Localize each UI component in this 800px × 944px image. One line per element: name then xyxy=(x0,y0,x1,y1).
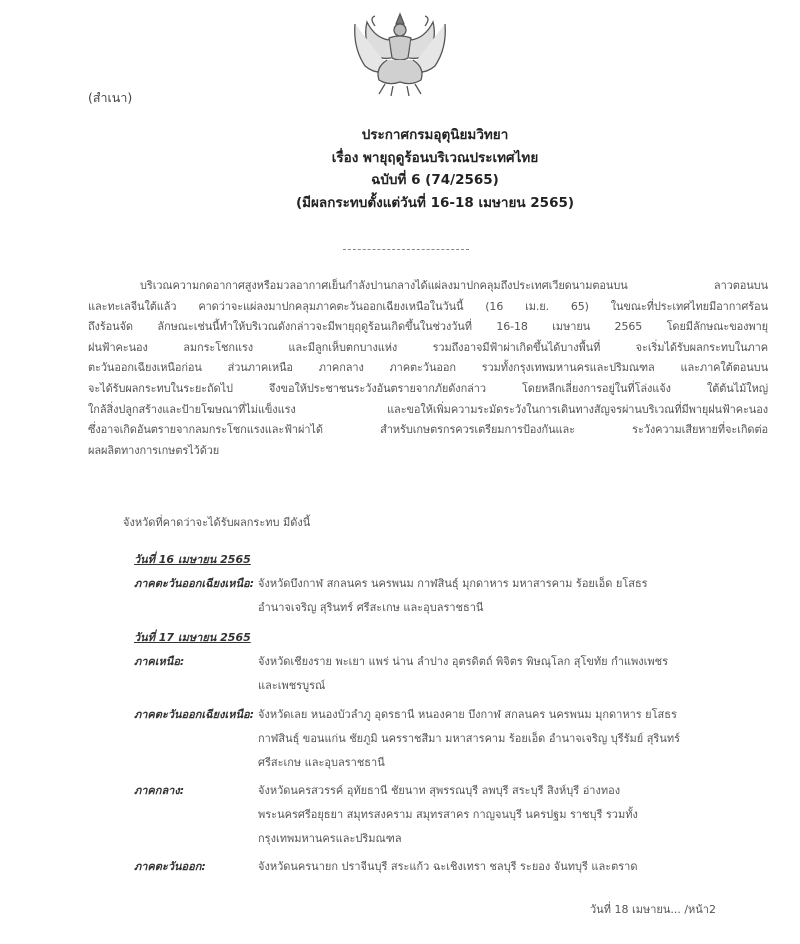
body-line: จะได้รับผลกระทบในระยะถัดไป จึงขอให้ประชาชนระวังอันตรายจากภัยดังกล่าว โดยหลีกเลี่ยงการอยู่ในที่โล่งแจ้ง ใต้ต้นไม้ใหญ่ xyxy=(88,381,768,395)
region-name: ภาคเหนือ: xyxy=(134,655,185,668)
body-line: บริเวณความกดอากาศสูงหรือมวลอากาศเย็นกำลังปานกลางได้แผ่ลงมาปกคลุมถึงประเทศเวียดนามตอนบน ลาวตอนบน xyxy=(140,279,768,292)
body-line: ฝนฟ้าคะนอง ลมกระโชกแรง และมีลูกเห็บตกบางแห่ง รวมถึงอาจมีฟ้าผ่าเกิดขึ้นได้บางพื้นที่ จะเริ่มได้รับผลกระทบในภาค xyxy=(88,340,768,354)
region-row xyxy=(134,855,764,879)
provinces-line: และเพชรบูรณ์ xyxy=(258,679,326,692)
region-row xyxy=(134,779,764,851)
effective-period: (มีผลกระทบตั้งแต่วันที่ 16-18 เมษายน 2565) xyxy=(295,194,575,211)
body-line: ซึ่งอาจเกิดอันตรายจากลมกระโชกแรงและฟ้าผ่าได้ สำหรับเกษตรกรควรเตรียมการป้องกันและ ระวังความเสียหายที่จะเกิดต่อ xyxy=(88,423,768,437)
region-name: ภาคตะวันออกเฉียงเหนือ: xyxy=(134,577,255,590)
agency-title: ประกาศกรมอุตุนิยมวิทยา xyxy=(361,127,509,143)
provinces-line: อำนาจเจริญ สุรินทร์ ศรีสะเกษ และอุบลราชธานี xyxy=(258,601,484,614)
region-provinces xyxy=(258,779,764,851)
region-row xyxy=(134,703,764,775)
date-heading-16: วันที่ 16 เมษายน 2565 xyxy=(134,553,251,566)
region-name: ภาคตะวันออกเฉียงเหนือ: xyxy=(134,708,255,721)
copy-label: (สำเนา) xyxy=(88,90,133,105)
continuation-note: วันที่ 18 เมษายน... /หน้า2 xyxy=(590,903,716,916)
affected-provinces-intro: จังหวัดที่คาดว่าจะได้รับผลกระทบ มีดังนี้ xyxy=(123,516,311,529)
issue-number: ฉบับที่ 6 (74/2565) xyxy=(371,172,499,188)
body-line: และทะเลจีนใต้แล้ว คาดว่าจะแผ่ลงมาปกคลุมภาคตะวันออกเฉียงเหนือในวันนี้ (16 เม.ย. 65) ในขณะที่ประเทศไทยมีอากาศร้อน xyxy=(88,299,768,313)
garuda-emblem-icon xyxy=(345,8,455,100)
provinces-line: กาฬสินธุ์ ขอนแก่น ชัยภูมิ นครราชสีมา มหาสารคาม ร้อยเอ็ด อำนาจเจริญ บุรีรัมย์ สุรินทร์ xyxy=(258,732,681,745)
region-provinces xyxy=(258,650,764,698)
provinces-line: จังหวัดบึงกาฬ สกลนคร นครพนม กาฬสินธุ์ มุกดาหาร มหาสารคาม ร้อยเอ็ด ยโสธร xyxy=(258,577,648,590)
provinces-line: กรุงเทพมหานครและปริมณฑล xyxy=(258,832,402,845)
body-line: ผลผลิตทางการเกษตรไว้ด้วย xyxy=(88,443,220,457)
region-provinces xyxy=(258,855,764,879)
body-paragraph xyxy=(88,276,768,461)
region-provinces xyxy=(258,703,764,775)
provinces-line: จังหวัดนครนายก ปราจีนบุรี สระแก้ว ฉะเชิงเทรา ชลบุรี ระยอง จันทบุรี และตราด xyxy=(258,860,638,873)
announcement-heading xyxy=(0,124,800,214)
date-heading-17: วันที่ 17 เมษายน 2565 xyxy=(134,631,251,644)
body-line: ถึงร้อนจัด ลักษณะเช่นนี้ทำให้บริเวณดังกล่าวจะมีพายุฤดูร้อนเกิดขึ้นในช่วงวันที่ 16-18 เมษายน 2565 โดยมีลักษณะของพายุ xyxy=(88,320,768,334)
provinces-line: จังหวัดนครสวรรค์ อุทัยธานี ชัยนาท สุพรรณบุรี ลพบุรี สระบุรี สิงห์บุรี อ่างทอง xyxy=(258,784,621,797)
provinces-line: จังหวัดเชียงราย พะเยา แพร่ น่าน ลำปาง อุตรดิตถ์ พิจิตร พิษณุโลก สุโขทัย กำแพงเพชร xyxy=(258,655,669,668)
provinces-line: ศรีสะเกษ และอุบลราชธานี xyxy=(258,756,385,769)
subject-title: เรื่อง พายุฤดูร้อนบริเวณประเทศไทย xyxy=(331,149,539,166)
body-line: ตะวันออกเฉียงเหนือก่อน ส่วนภาคเหนือ ภาคกลาง ภาคตะวันออก รวมทั้งกรุงเทพมหานครและปริมณฑล และภาคใต้ตอนบน xyxy=(88,361,768,375)
region-provinces xyxy=(258,572,764,620)
region-row xyxy=(134,572,764,620)
region-row xyxy=(134,650,764,698)
region-name: ภาคกลาง: xyxy=(134,784,185,797)
region-name: ภาคตะวันออก: xyxy=(134,860,206,873)
provinces-line: พระนครศรีอยุธยา สมุทรสงคราม สมุทรสาคร กาญจนบุรี นครปฐม ราชบุรี รวมทั้ง xyxy=(258,808,638,821)
provinces-line: จังหวัดเลย หนองบัวลำภู อุดรธานี หนองคาย บึงกาฬ สกลนคร นครพนม มุกดาหาร ยโสธร xyxy=(258,708,677,721)
body-line: ใกล้สิ่งปลูกสร้างและป้ายโฆษณาที่ไม่แข็งแรง และขอให้เพิ่มความระมัดระวังในการเดินทางสัญจรผ่านบริเวณที่มีพายุฝนฟ้าคะนอง xyxy=(88,402,768,416)
heading-divider xyxy=(343,249,469,250)
